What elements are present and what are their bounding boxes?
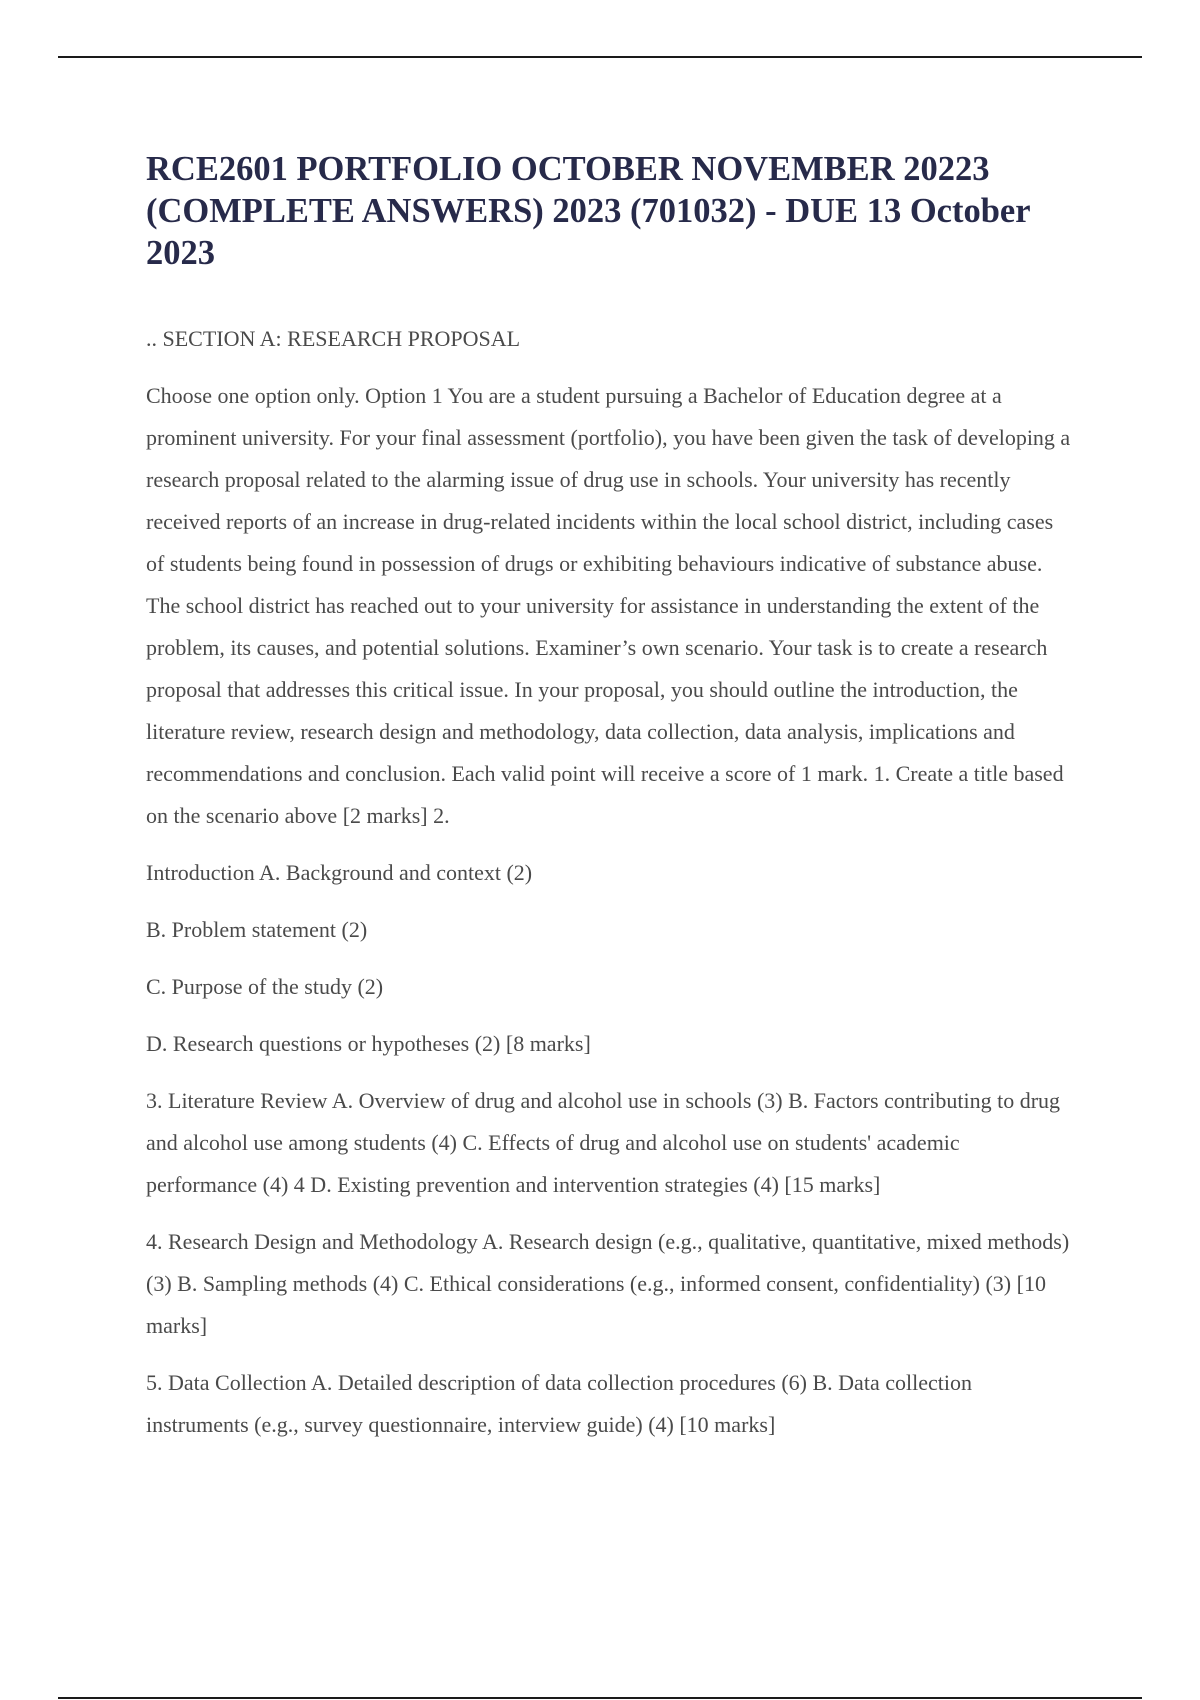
section-heading: .. SECTION A: RESEARCH PROPOSAL (146, 326, 521, 351)
paragraph-introduction: Introduction A. Background and context (2) (146, 860, 533, 885)
paragraph-problem-statement: B. Problem statement (2) (146, 917, 368, 942)
bottom-divider (58, 1697, 1142, 1699)
paragraph-purpose: C. Purpose of the study (2) (146, 974, 384, 999)
paragraph-research-questions: D. Research questions or hypotheses (2) [8 marks] (146, 1031, 591, 1056)
document-body (146, 148, 1076, 1446)
paragraph-scenario: Choose one option only. Option 1 You are a student pursuing a Bachelor of Education degree at a prominent university. For your final assessment (portfolio), you have been given the task of developing a research proposal related to the alarming issue of drug use in schools. Your university has recently received reports of an increase in drug-related incidents within the local school district, including cases of students being found in possession of drugs or exhibiting behaviours indicative of substance abuse. The school district has reached out to your university for assistance in understanding the extent of the problem, its causes, and potential solutions. Examiner’s own scenario. Your task is to create a research proposal that addresses this critical issue. In your proposal, you should outline the introduction, the literature review, research design and methodology, data collection, data analysis, implications and recommendations and conclusion. Each valid point will receive a score of 1 mark. 1. Create a title based on the scenario above [2 marks] 2. (146, 383, 1071, 828)
paragraph-data-collection: 5. Data Collection A. Detailed description of data collection procedures (6) B. Data collection instruments (e.g., survey questionnaire, interview guide) (4) [10 marks] (146, 1370, 972, 1437)
document-title: RCE2601 PORTFOLIO OCTOBER NOVEMBER 20223 (COMPLETE ANSWERS) 2023 (701032) - DUE 13 October 2023 (146, 150, 1030, 272)
paragraph-research-design: 4. Research Design and Methodology A. Research design (e.g., qualitative, quantitative, mixed methods) (3) B. Sampling methods (4) C. Ethical considerations (e.g., informed consent, confidentiality) (3) [10 marks] (146, 1229, 1070, 1338)
top-divider (58, 56, 1142, 58)
paragraph-literature-review: 3. Literature Review A. Overview of drug and alcohol use in schools (3) B. Factors contributing to drug and alcohol use among students (4) C. Effects of drug and alcohol use on students' academic performance (4) 4 D. Existing prevention and intervention strategies (4) [15 marks] (146, 1088, 1061, 1197)
